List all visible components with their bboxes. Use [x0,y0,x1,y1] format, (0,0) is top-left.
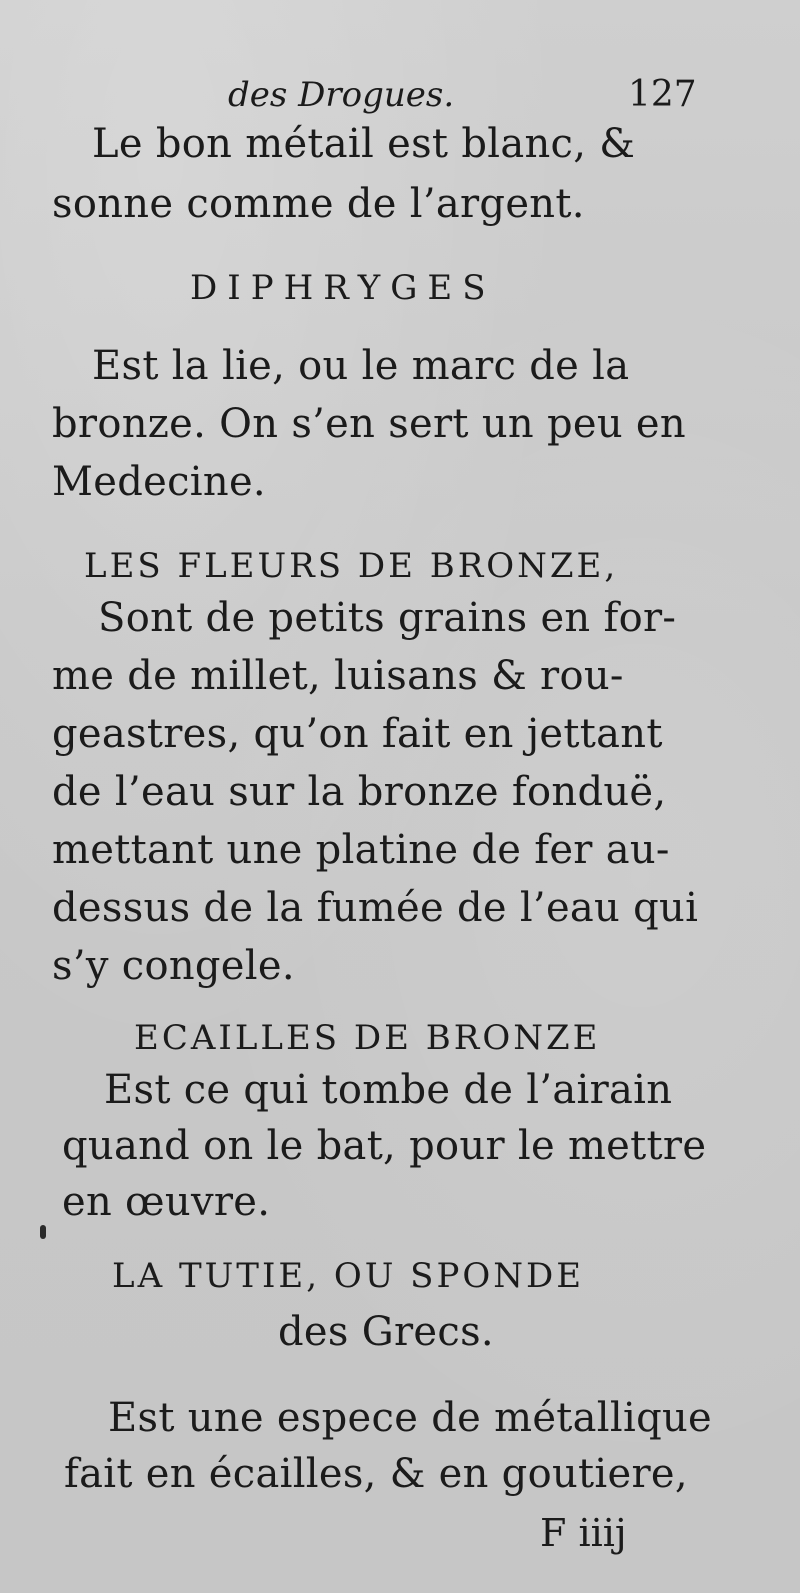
section-heading-diphryges: DIPHRYGES [190,268,496,308]
paragraph-line: Le bon métail est blanc, & [92,121,636,167]
section-heading-tutie-subline: des Grecs. [278,1309,494,1355]
paragraph-line: geastres, qu’on fait en jettant [52,711,663,757]
paragraph-line: Medecine. [52,459,266,505]
paragraph-line: de l’eau sur la bronze fonduë, [52,769,667,815]
paragraph-line: s’y congele. [52,943,295,989]
paragraph-line: en œuvre. [62,1179,271,1225]
paragraph-line: Est la lie, ou le marc de la [92,343,630,389]
paragraph-line: quand on le bat, pour le mettre [62,1123,707,1169]
signature-mark: F iiij [540,1511,627,1555]
section-heading-fleurs-de-bronze: LES FLEURS DE BRONZE, [84,546,619,586]
ink-speck [40,1225,46,1239]
paragraph-line: sonne comme de l’argent. [52,181,585,227]
running-head-title: des Drogues. [228,75,455,115]
paragraph-line: Est ce qui tombe de l’airain [104,1067,673,1113]
paragraph-line: bronze. On s’en sert un peu en [52,401,686,447]
paragraph-line: fait en écailles, & en goutiere, [64,1451,688,1497]
running-head [0,70,800,120]
paragraph-line: me de millet, luisans & rou- [52,653,624,699]
page-number: 127 [628,74,697,115]
paragraph-line: Sont de petits grains en for- [98,595,677,641]
paragraph-line: dessus de la fumée de l’eau qui [52,885,699,931]
paragraph-line: mettant une platine de fer au- [52,827,670,873]
paragraph-line: Est une espece de métallique [108,1395,713,1441]
section-heading-ecailles-de-bronze: ECAILLES DE BRONZE [134,1018,601,1058]
section-heading-tutie: LA TUTIE, OU SPONDE [112,1256,585,1296]
